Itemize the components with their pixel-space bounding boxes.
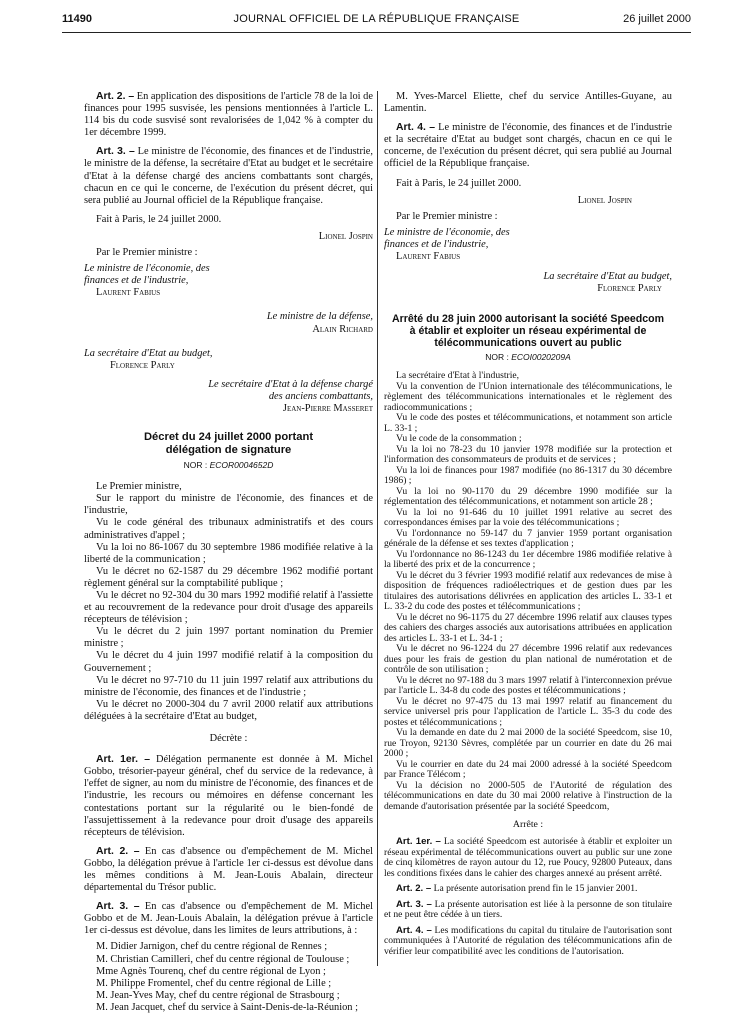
delegate-line: M. Didier Jarnigon, chef du centre régional de Rennes ; <box>96 941 328 953</box>
visa-line: Vu la loi de finances pour 1987 modifiée (no 86-1317 du 30 décembre 1986) ; <box>384 464 672 487</box>
signatory-name: Lionel Jospin <box>577 194 632 206</box>
visa-line: Vu le décret no 97-188 du 3 mars 1997 relatif à l'interconnexion prévue par l'article L. 34-8 du code des postes et télécommunications ; <box>384 674 672 697</box>
signatory-intro: Par le Premier ministre : <box>396 210 498 222</box>
arrete-title: Arrêté du 28 juin 2000 autorisant la société Speedcom à établir et exploiter un réseau expérimental de télécommunications ouvert au public <box>391 313 664 349</box>
nor-reference: NOR : ECOR0004652D <box>183 460 274 471</box>
article-paragraph: Art. 2. – En cas d'absence ou d'empêchement de M. Michel Gobbo, la délégation prévue à l'article 1er ci-dessus est dévolue dans les mêmes conditions à M. Jean-Louis Abalain, directeur départemental du Trésor public. <box>84 845 373 894</box>
signing-place-date: Fait à Paris, le 24 juillet 2000. <box>96 213 222 225</box>
visa-line: Vu la loi no 86-1067 du 30 septembre 1986 modifiée relative à la liberté de la communication ; <box>84 541 373 565</box>
article-paragraph: Art. 2. – En application des dispositions de l'article 78 de la loi de finances pour 1995 susvisée, les pensions mentionnées à l'article L. 114 bis du code susvisé sont revalorisées de 1,042 % à compter du 1er décembre 1999. <box>84 91 373 139</box>
visa-line: Vu le décret du 3 février 1993 modifié relatif aux redevances de mise à disposition de fréquences radioélectriques et de gestion dues par les titulaires des autorisations délivrées en application des articles L. 33-1 et L. 33-2 du code des postes et télécommunications ; <box>384 569 672 613</box>
signatory-role: Le ministre de la défense, <box>266 311 373 323</box>
signatory-name: Laurent Fabius <box>396 251 461 263</box>
visa-line: Vu le code de la consommation ; <box>396 433 522 445</box>
article-paragraph: Art. 3. – En cas d'absence ou d'empêchement de M. Michel Gobbo et de M. Jean-Louis Abalain, la délégation prévue à l'article 1er ci-dessus est dévolue, dans les limites de leurs attributions, à : <box>84 901 373 937</box>
visa-line: Vu l'ordonnance no 59-147 du 7 janvier 1959 portant organisation générale de la défense et ses textes d'application ; <box>384 527 672 550</box>
visa-line: Vu le décret no 96-1224 du 27 décembre 1996 relatif aux redevances dues pour les frais de gestion du plan national de numérotation et de contrôle de son utilisation ; <box>384 643 672 676</box>
visa-line: Vu la demande en date du 2 mai 2000 de la société Speedcom, sise 10, rue Troyon, 92130 Sèvres, complétée par un courrier en date du 26 mai 2000 ; <box>384 727 672 760</box>
visa-line: Le Premier ministre, <box>96 481 182 493</box>
visa-line: Vu la décision no 2000-505 de l'Autorité de régulation des télécommunications en date du 30 mai 2000 relative à l'instruction de la demande d'autorisation présentée par la société Speedcom, <box>384 779 672 812</box>
signatory-name: Laurent Fabius <box>96 287 161 299</box>
visa-line: Vu le décret no 62-1587 du 29 décembre 1962 modifié portant règlement général sur la comptabilité publique ; <box>84 565 373 589</box>
visa-line: Vu le code général des tribunaux administratifs et des cours administratives d'appel ; <box>84 517 373 541</box>
article-paragraph: Art. 3. – La présente autorisation est liée à la personne de son titulaire et ne peut être cédée à un tiers. <box>384 898 672 921</box>
delegate-line: M. Jean-Yves May, chef du centre régional de Strasbourg ; <box>96 989 340 1001</box>
signatory-role: Le ministre de l'économie, des finances et de l'industrie, <box>84 263 210 287</box>
right-column <box>384 91 672 957</box>
article-paragraph: Art. 1er. – Délégation permanente est donnée à M. Michel Gobbo, trésorier-payeur général, chef du service de la redevance, à l'effet de signer, au nom du ministre de l'économie, des finances et de l'industrie, les recours ou mémoires en défense concernant les contestations portant sur la régularité ou le bien-fondé de l'assujettissement à la redevance pour droit d'usage des appareils récepteurs de télévision. <box>84 754 373 838</box>
signatory-role: La secrétaire d'Etat au budget, <box>84 347 213 359</box>
signatory-name: Florence Parly <box>597 283 662 295</box>
nor-reference: NOR : ECOI0020209A <box>485 352 571 363</box>
signatory-name: Florence Parly <box>110 359 175 371</box>
visa-line: Sur le rapport du ministre de l'économie, des finances et de l'industrie, <box>84 493 373 517</box>
article-paragraph: Art. 2. – La présente autorisation prend fin le 15 janvier 2001. <box>396 883 638 895</box>
visa-line: Vu le décret no 96-1175 du 27 décembre 1996 relatif aux clauses types des cahiers des charges associés aux autorisations attribuées en application des articles L. 33-1 et L. 34-1 ; <box>384 611 672 644</box>
visas-list <box>384 371 672 812</box>
visa-line: Vu le décret no 92-304 du 30 mars 1992 modifié relatif à l'assiette et au recouvrement de la redevance pour droit d'usage des appareils récepteurs de télévision ; <box>84 590 373 626</box>
visa-line: Vu le décret no 97-710 du 11 juin 1997 relatif aux attributions du ministre de l'économie, des finances et de l'industrie ; <box>84 674 373 698</box>
signatory-name: Lionel Jospin <box>318 230 373 242</box>
signatory-role: Le secrétaire d'Etat à la défense chargé des anciens combattants, <box>208 378 373 402</box>
arrete-heading: Arrête : <box>512 819 544 831</box>
header-rule <box>62 32 691 33</box>
signatory-name: Alain Richard <box>312 323 373 335</box>
article-paragraph: Art. 3. – Le ministre de l'économie, des finances et de l'industrie, le ministre de la défense, la secrétaire d'Etat au budget et le secrétaire d'Etat à la défense chargé des anciens combattants sont chargés, chacun en ce qui le concerne, de l'exécution du présent décret, qui sera publié au Journal officiel de la République française. <box>84 146 374 206</box>
decrete-heading: Décrète : <box>209 733 248 745</box>
arrete-articles <box>384 837 672 957</box>
delegate-line: M. Christian Camilleri, chef du centre régional de Toulouse ; <box>96 953 350 965</box>
column-divider <box>377 91 378 966</box>
article-paragraph: Art. 1er. – La société Speedcom est autorisée à établir et exploiter un réseau expérimental de télécommunications ouvert au public sur une zone de cinq kilomètres de rayon autour du 12, rue Poucy, 92800 Puteaux, dans les conditions fixées dans le cahier des charges annexé au présent arrêté. <box>384 836 673 879</box>
visa-line: Vu la loi no 78-23 du 10 janvier 1978 modifiée sur la protection et l'information des consommateurs de produits et de services ; <box>384 443 672 466</box>
visa-line: La secrétaire d'Etat à l'industrie, <box>396 370 520 382</box>
visa-line: Vu le décret no 97-475 du 13 mai 1997 relatif au financement du service universel pris pour l'application de l'article L. 35-3 du code des postes et télécommunications ; <box>384 695 672 728</box>
issue-date: 26 juillet 2000 <box>623 13 691 25</box>
visa-line: Vu le décret du 4 juin 1997 modifié relatif à la composition du Gouvernement ; <box>84 650 373 674</box>
signatory-intro: Par le Premier ministre : <box>96 247 198 259</box>
signing-place-date: Fait à Paris, le 24 juillet 2000. <box>396 177 522 189</box>
visa-line: Vu le décret du 2 juin 1997 portant nomination du Premier ministre ; <box>84 626 373 650</box>
delegate-line: Mme Agnès Tourenq, chef du centre régional de Lyon ; <box>96 965 326 977</box>
delegate-line: M. Yves-Marcel Eliette, chef du service Antilles-Guyane, au Lamentin. <box>384 91 672 115</box>
signatory-name: Jean-Pierre Masseret <box>282 402 373 414</box>
left-column <box>84 91 373 1014</box>
visas-list <box>84 481 373 723</box>
visa-line: Vu l'ordonnance no 86-1243 du 1er décembre 1986 modifiée relative à la liberté des prix et de la concurrence ; <box>384 548 672 571</box>
page-number: 11490 <box>62 13 92 25</box>
page-header <box>62 12 691 42</box>
journal-title: JOURNAL OFFICIEL DE LA RÉPUBLIQUE FRANÇAISE <box>233 13 520 25</box>
signatory-role: La secrétaire d'Etat au budget, <box>543 271 672 283</box>
visa-line: Vu le décret no 2000-304 du 7 avril 2000 relatif aux attributions déléguées à la secrétaire d'Etat au budget, <box>84 698 373 722</box>
decree-title: Décret du 24 juillet 2000 portant délégation de signature <box>143 431 314 457</box>
delegate-line: M. Jean Jacquet, chef du service à Saint-Denis-de-la-Réunion ; <box>96 1001 358 1013</box>
article-paragraph: Art. 4. – Les modifications du capital du titulaire de l'autorisation sont communiquées à l'Autorité de régulation des télécommunications afin de vérifier leur compatibilité avec les conditions de l'autorisation. <box>384 924 672 957</box>
visa-line: Vu la loi no 90-1170 du 29 décembre 1990 modifiée sur la réglementation des télécommunications, et notamment son article 28 ; <box>384 485 672 508</box>
visa-line: Vu la loi no 91-646 du 10 juillet 1991 relative au secret des correspondances émises par la voie des télécommunications ; <box>384 506 672 529</box>
visa-line: Vu la convention de l'Union internationale des télécommunications, le règlement des télécommunications internationales et le règlement des radiocommunications ; <box>384 380 672 413</box>
delegate-line: M. Philippe Fromentel, chef du centre régional de Lille ; <box>96 977 332 989</box>
article-paragraph: Art. 4. – Le ministre de l'économie, des finances et de l'industrie et la secrétaire d'Etat au budget sont chargés, chacun en ce qui le concerne, de l'exécution du présent décret, qui sera publié au Journal officiel de la République française. <box>384 122 672 170</box>
signatory-role: Le ministre de l'économie, des finances et de l'industrie, <box>384 226 510 250</box>
visa-line: Vu le code des postes et télécommunications, et notamment son article L. 33-1 ; <box>384 412 672 434</box>
delegates-list <box>84 941 373 1014</box>
visa-line: Vu le courrier en date du 24 mai 2000 adressé à la société Speedcom par France Télécom ; <box>384 758 672 781</box>
